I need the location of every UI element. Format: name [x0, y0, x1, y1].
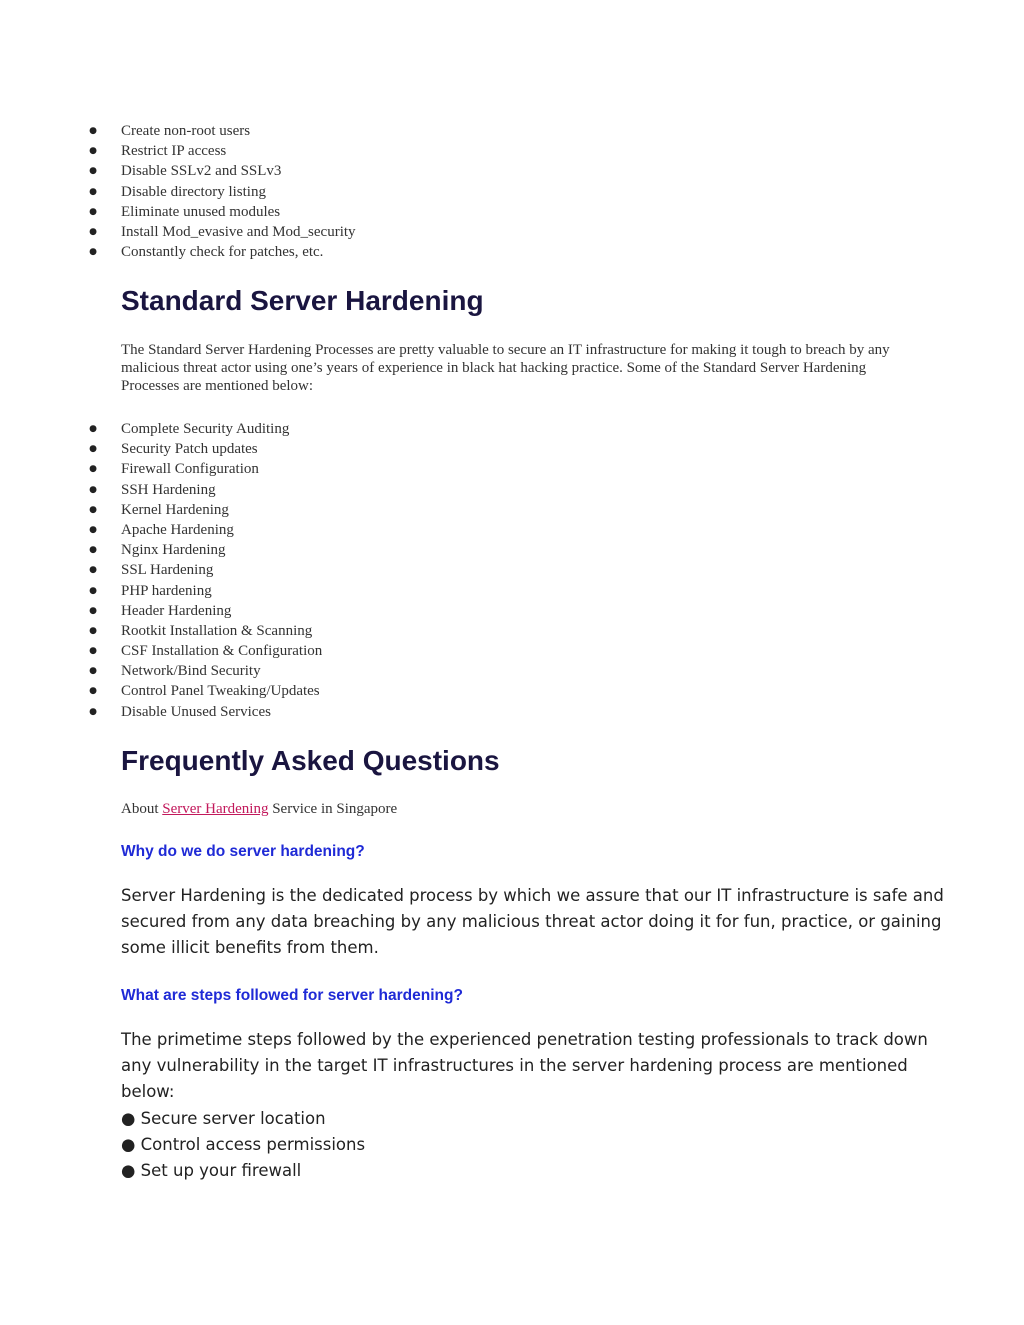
list-item — [0, 702, 1024, 722]
bullet-icon: ● — [89, 666, 97, 677]
list-item — [0, 661, 1024, 681]
list-item-text: Firewall Configuration — [121, 461, 259, 478]
bullet-icon: ● — [89, 444, 97, 455]
list-item-text: Disable Unused Services — [121, 703, 271, 720]
standard-hardening-list — [0, 419, 1024, 722]
list-item — [0, 439, 1024, 459]
answer-line: secured from any data breaching by any malicious threat actor doing it for fun, practice, or gaining — [121, 912, 942, 932]
answer-line: The primetime steps followed by the experienced penetration testing professionals to track down — [121, 1030, 928, 1049]
answer-step-item: ● Secure server location — [121, 1108, 326, 1128]
list-item-text: CSF Installation & Configuration — [121, 643, 323, 660]
answer-line: below: — [121, 1082, 175, 1102]
list-item — [0, 500, 1024, 520]
standard-hardening-paragraph: The Standard Server Hardening Processes are pretty valuable to secure an IT infrastructure for making it tough to breach by any malicious threat actor using one’s years of experience in black hat hacking practice. Some of the Standard Server Hardening Processes are mentioned below: — [121, 342, 890, 394]
faq-question-2: What are steps followed for server hardening? — [121, 987, 463, 1004]
list-item-text: Network/Bind Security — [121, 663, 261, 680]
bullet-icon: ● — [89, 524, 97, 535]
list-item-text: Header Hardening — [121, 602, 232, 619]
answer-line: some illicit benefits from them. — [121, 938, 379, 958]
bullet-icon: ● — [89, 206, 97, 217]
list-item — [0, 222, 1024, 242]
list-item-text: PHP hardening — [121, 582, 212, 599]
faq-answer-2 — [121, 1027, 928, 1184]
bullet-icon: ● — [89, 585, 97, 596]
answer-step-item: ● Set up your firewall — [121, 1161, 302, 1181]
list-item — [0, 621, 1024, 641]
list-item — [0, 601, 1024, 621]
faq-question-1: Why do we do server hardening? — [121, 843, 365, 860]
bullet-icon: ● — [89, 625, 97, 636]
list-item — [0, 480, 1024, 500]
bullet-icon: ● — [89, 565, 97, 576]
bullet-icon: ● — [89, 484, 97, 495]
bullet-icon: ● — [89, 126, 97, 136]
list-item — [0, 681, 1024, 701]
standard-hardening-heading: Standard Server Hardening — [121, 285, 484, 316]
list-item-text: Install Mod_evasive and Mod_security — [121, 223, 356, 240]
intro-bullet-list — [0, 121, 1024, 262]
list-item-text: Apache Hardening — [121, 521, 234, 538]
list-item — [0, 520, 1024, 540]
list-item-text: SSH Hardening — [121, 481, 216, 498]
list-item-text: Complete Security Auditing — [121, 421, 290, 437]
bullet-icon: ● — [89, 686, 97, 697]
list-item — [0, 161, 1024, 181]
list-item-text: Security Patch updates — [121, 441, 258, 458]
server-hardening-link[interactable]: Server Hardening — [162, 801, 269, 817]
list-item-text: Control Panel Tweaking/Updates — [121, 683, 320, 700]
bullet-icon: ● — [89, 545, 97, 556]
faq-heading: Frequently Asked Questions — [121, 745, 500, 776]
bullet-icon: ● — [89, 464, 97, 475]
list-item-text: Create non-root users — [121, 123, 251, 139]
bullet-icon: ● — [89, 226, 97, 237]
bullet-icon: ● — [89, 605, 97, 616]
list-item-text: Restrict IP access — [121, 143, 227, 160]
list-item-text: Kernel Hardening — [121, 501, 229, 518]
list-item — [0, 141, 1024, 161]
faq-answer-1 — [121, 883, 944, 962]
faq-about-line — [121, 800, 901, 818]
list-item — [0, 182, 1024, 202]
list-item — [0, 419, 1024, 439]
list-item — [0, 540, 1024, 560]
list-item-text: Disable SSLv2 and SSLv3 — [121, 163, 282, 180]
bullet-icon: ● — [89, 166, 97, 177]
faq-about-prefix: About — [121, 801, 163, 817]
answer-line: any vulnerability in the target IT infrastructures in the server hardening process are mentioned — [121, 1056, 908, 1076]
bullet-icon: ● — [89, 504, 97, 515]
list-item-text: SSL Hardening — [121, 562, 214, 579]
list-item — [0, 202, 1024, 222]
list-item-text: Eliminate unused modules — [121, 203, 281, 220]
bullet-icon: ● — [89, 247, 97, 258]
answer-line: Server Hardening is the dedicated process by which we assure that our IT infrastructure is safe and — [121, 886, 944, 905]
answer-step-item: ● Control access permissions — [121, 1134, 366, 1154]
bullet-icon: ● — [89, 424, 97, 434]
list-item — [0, 560, 1024, 580]
list-item — [0, 641, 1024, 661]
list-item — [0, 459, 1024, 479]
list-item-text: Rootkit Installation & Scanning — [121, 622, 313, 639]
list-item — [0, 242, 1024, 262]
list-item-text: Constantly check for patches, etc. — [121, 244, 324, 261]
list-item — [0, 581, 1024, 601]
bullet-icon: ● — [89, 706, 97, 717]
bullet-icon: ● — [89, 186, 97, 197]
list-item-text: Disable directory listing — [121, 183, 266, 200]
list-item-text: Nginx Hardening — [121, 542, 226, 559]
list-item — [0, 121, 1024, 141]
faq-about-suffix: Service in Singapore — [268, 801, 398, 817]
bullet-icon: ● — [89, 146, 97, 157]
bullet-icon: ● — [89, 646, 97, 657]
